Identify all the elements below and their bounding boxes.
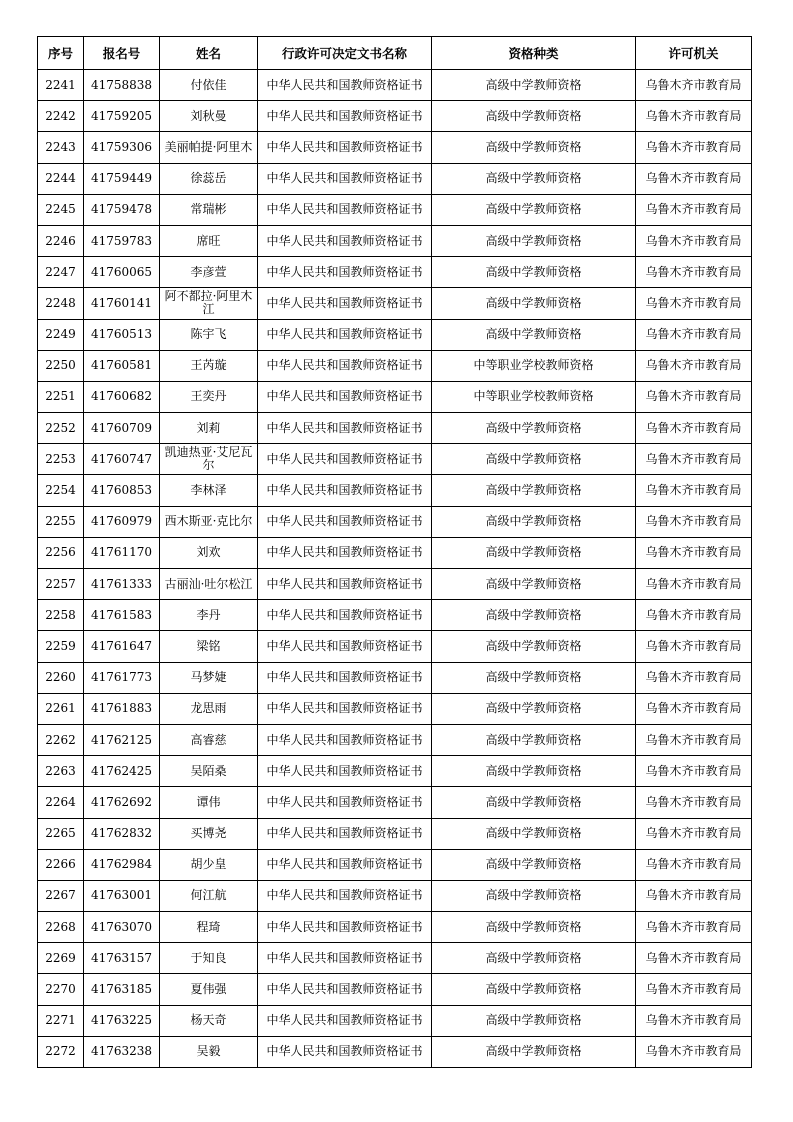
cell-seq: 2264	[38, 787, 84, 818]
header-document-name: 行政许可决定文书名称	[258, 37, 432, 70]
cell-qualification-type: 高级中学教师资格	[432, 537, 636, 568]
cell-reg-number: 41763185	[84, 974, 160, 1005]
cell-authority: 乌鲁木齐市教育局	[636, 381, 752, 412]
table-row	[38, 849, 752, 880]
table-row	[38, 225, 752, 256]
table-row	[38, 880, 752, 911]
table-row	[38, 288, 752, 319]
cell-seq: 2255	[38, 506, 84, 537]
cell-name: 马梦婕	[160, 662, 258, 693]
cell-reg-number: 41759306	[84, 132, 160, 163]
cell-name: 李彦萱	[160, 257, 258, 288]
cell-qualification-type: 中等职业学校教师资格	[432, 350, 636, 381]
cell-document-name: 中华人民共和国教师资格证书	[258, 662, 432, 693]
cell-reg-number: 41762984	[84, 849, 160, 880]
cell-authority: 乌鲁木齐市教育局	[636, 537, 752, 568]
cell-qualification-type: 高级中学教师资格	[432, 880, 636, 911]
cell-reg-number: 41761170	[84, 537, 160, 568]
cell-reg-number: 41762832	[84, 818, 160, 849]
cell-document-name: 中华人民共和国教师资格证书	[258, 413, 432, 444]
table-row	[38, 475, 752, 506]
header-seq: 序号	[38, 37, 84, 70]
cell-reg-number: 41763070	[84, 912, 160, 943]
cell-reg-number: 41760141	[84, 288, 160, 319]
table-row	[38, 257, 752, 288]
table-row	[38, 912, 752, 943]
cell-authority: 乌鲁木齐市教育局	[636, 756, 752, 787]
cell-qualification-type: 高级中学教师资格	[432, 70, 636, 101]
cell-seq: 2259	[38, 631, 84, 662]
cell-seq: 2254	[38, 475, 84, 506]
cell-authority: 乌鲁木齐市教育局	[636, 943, 752, 974]
cell-document-name: 中华人民共和国教师资格证书	[258, 600, 432, 631]
cell-name: 李林泽	[160, 475, 258, 506]
cell-seq: 2271	[38, 1005, 84, 1036]
cell-qualification-type: 高级中学教师资格	[432, 257, 636, 288]
cell-document-name: 中华人民共和国教师资格证书	[258, 163, 432, 194]
cell-seq: 2258	[38, 600, 84, 631]
cell-reg-number: 41760979	[84, 506, 160, 537]
cell-reg-number: 41763157	[84, 943, 160, 974]
cell-qualification-type: 高级中学教师资格	[432, 787, 636, 818]
cell-authority: 乌鲁木齐市教育局	[636, 724, 752, 755]
cell-authority: 乌鲁木齐市教育局	[636, 600, 752, 631]
cell-reg-number: 41759449	[84, 163, 160, 194]
table-row	[38, 444, 752, 475]
cell-name: 于知良	[160, 943, 258, 974]
cell-name: 买博尧	[160, 818, 258, 849]
cell-seq: 2252	[38, 413, 84, 444]
cell-name: 王芮璇	[160, 350, 258, 381]
cell-name: 刘欢	[160, 537, 258, 568]
cell-qualification-type: 高级中学教师资格	[432, 693, 636, 724]
table-row	[38, 537, 752, 568]
cell-authority: 乌鲁木齐市教育局	[636, 787, 752, 818]
cell-reg-number: 41759205	[84, 101, 160, 132]
header-authority: 许可机关	[636, 37, 752, 70]
cell-qualification-type: 高级中学教师资格	[432, 600, 636, 631]
cell-name: 刘莉	[160, 413, 258, 444]
table-row	[38, 818, 752, 849]
cell-qualification-type: 高级中学教师资格	[432, 475, 636, 506]
header-name: 姓名	[160, 37, 258, 70]
cell-document-name: 中华人民共和国教师资格证书	[258, 724, 432, 755]
cell-document-name: 中华人民共和国教师资格证书	[258, 631, 432, 662]
cell-authority: 乌鲁木齐市教育局	[636, 818, 752, 849]
cell-document-name: 中华人民共和国教师资格证书	[258, 943, 432, 974]
cell-qualification-type: 高级中学教师资格	[432, 288, 636, 319]
cell-name: 杨天奇	[160, 1005, 258, 1036]
cell-reg-number: 41761883	[84, 693, 160, 724]
cell-qualification-type: 高级中学教师资格	[432, 101, 636, 132]
table-row	[38, 1036, 752, 1067]
cell-authority: 乌鲁木齐市教育局	[636, 225, 752, 256]
cell-document-name: 中华人民共和国教师资格证书	[258, 537, 432, 568]
cell-name: 凯迪热亚·艾尼瓦尔	[160, 444, 258, 475]
cell-reg-number: 41759783	[84, 225, 160, 256]
cell-seq: 2249	[38, 319, 84, 350]
cell-document-name: 中华人民共和国教师资格证书	[258, 101, 432, 132]
cell-name: 程琦	[160, 912, 258, 943]
cell-name: 阿不都拉·阿里木江	[160, 288, 258, 319]
cell-qualification-type: 高级中学教师资格	[432, 413, 636, 444]
cell-document-name: 中华人民共和国教师资格证书	[258, 288, 432, 319]
cell-authority: 乌鲁木齐市教育局	[636, 849, 752, 880]
cell-seq: 2272	[38, 1036, 84, 1067]
cell-authority: 乌鲁木齐市教育局	[636, 693, 752, 724]
cell-document-name: 中华人民共和国教师资格证书	[258, 319, 432, 350]
cell-authority: 乌鲁木齐市教育局	[636, 413, 752, 444]
cell-document-name: 中华人民共和国教师资格证书	[258, 475, 432, 506]
cell-seq: 2245	[38, 194, 84, 225]
table-row	[38, 132, 752, 163]
cell-qualification-type: 高级中学教师资格	[432, 225, 636, 256]
cell-authority: 乌鲁木齐市教育局	[636, 880, 752, 911]
cell-seq: 2269	[38, 943, 84, 974]
table-row	[38, 381, 752, 412]
cell-qualification-type: 高级中学教师资格	[432, 912, 636, 943]
cell-seq: 2262	[38, 724, 84, 755]
cell-seq: 2270	[38, 974, 84, 1005]
cell-name: 席旺	[160, 225, 258, 256]
cell-name: 刘秋曼	[160, 101, 258, 132]
cell-authority: 乌鲁木齐市教育局	[636, 70, 752, 101]
cell-name: 陈宇飞	[160, 319, 258, 350]
cell-document-name: 中华人民共和国教师资格证书	[258, 818, 432, 849]
cell-qualification-type: 高级中学教师资格	[432, 974, 636, 1005]
table-row	[38, 724, 752, 755]
cell-document-name: 中华人民共和国教师资格证书	[258, 444, 432, 475]
cell-document-name: 中华人民共和国教师资格证书	[258, 693, 432, 724]
cell-seq: 2244	[38, 163, 84, 194]
cell-document-name: 中华人民共和国教师资格证书	[258, 849, 432, 880]
cell-document-name: 中华人民共和国教师资格证书	[258, 350, 432, 381]
cell-document-name: 中华人民共和国教师资格证书	[258, 880, 432, 911]
cell-authority: 乌鲁木齐市教育局	[636, 288, 752, 319]
cell-reg-number: 41760065	[84, 257, 160, 288]
cell-seq: 2261	[38, 693, 84, 724]
cell-document-name: 中华人民共和国教师资格证书	[258, 569, 432, 600]
cell-authority: 乌鲁木齐市教育局	[636, 1036, 752, 1067]
cell-reg-number: 41762692	[84, 787, 160, 818]
cell-seq: 2248	[38, 288, 84, 319]
cell-authority: 乌鲁木齐市教育局	[636, 132, 752, 163]
cell-reg-number: 41761647	[84, 631, 160, 662]
table-row	[38, 974, 752, 1005]
table-row	[38, 413, 752, 444]
cell-name: 谭伟	[160, 787, 258, 818]
cell-reg-number: 41761333	[84, 569, 160, 600]
table-row	[38, 662, 752, 693]
cell-authority: 乌鲁木齐市教育局	[636, 163, 752, 194]
cell-seq: 2243	[38, 132, 84, 163]
header-qualification-type: 资格种类	[432, 37, 636, 70]
table-row	[38, 943, 752, 974]
cell-name: 古丽汕·吐尔松江	[160, 569, 258, 600]
cell-authority: 乌鲁木齐市教育局	[636, 912, 752, 943]
table-row	[38, 101, 752, 132]
cell-seq: 2253	[38, 444, 84, 475]
cell-name: 何江航	[160, 880, 258, 911]
cell-document-name: 中华人民共和国教师资格证书	[258, 194, 432, 225]
cell-name: 龙思雨	[160, 693, 258, 724]
cell-document-name: 中华人民共和国教师资格证书	[258, 225, 432, 256]
cell-seq: 2257	[38, 569, 84, 600]
cell-authority: 乌鲁木齐市教育局	[636, 319, 752, 350]
cell-authority: 乌鲁木齐市教育局	[636, 506, 752, 537]
cell-qualification-type: 高级中学教师资格	[432, 662, 636, 693]
table-row	[38, 756, 752, 787]
cell-document-name: 中华人民共和国教师资格证书	[258, 70, 432, 101]
cell-reg-number: 41763001	[84, 880, 160, 911]
cell-qualification-type: 高级中学教师资格	[432, 506, 636, 537]
cell-reg-number: 41760513	[84, 319, 160, 350]
cell-qualification-type: 高级中学教师资格	[432, 1036, 636, 1067]
table-row	[38, 1005, 752, 1036]
cell-reg-number: 41761773	[84, 662, 160, 693]
cell-name: 胡少皇	[160, 849, 258, 880]
cell-name: 梁铭	[160, 631, 258, 662]
cell-name: 李丹	[160, 600, 258, 631]
teacher-qualification-table	[37, 36, 752, 1068]
cell-qualification-type: 高级中学教师资格	[432, 163, 636, 194]
cell-seq: 2260	[38, 662, 84, 693]
cell-name: 徐蕊岳	[160, 163, 258, 194]
cell-qualification-type: 高级中学教师资格	[432, 724, 636, 755]
cell-reg-number: 41761583	[84, 600, 160, 631]
cell-seq: 2268	[38, 912, 84, 943]
cell-seq: 2256	[38, 537, 84, 568]
cell-seq: 2241	[38, 70, 84, 101]
cell-reg-number: 41759478	[84, 194, 160, 225]
cell-reg-number: 41763238	[84, 1036, 160, 1067]
cell-authority: 乌鲁木齐市教育局	[636, 631, 752, 662]
cell-name: 付依佳	[160, 70, 258, 101]
cell-reg-number: 41760581	[84, 350, 160, 381]
table-row	[38, 693, 752, 724]
cell-authority: 乌鲁木齐市教育局	[636, 475, 752, 506]
cell-qualification-type: 高级中学教师资格	[432, 818, 636, 849]
cell-name: 吴陌桑	[160, 756, 258, 787]
cell-qualification-type: 高级中学教师资格	[432, 631, 636, 662]
cell-qualification-type: 高级中学教师资格	[432, 132, 636, 163]
cell-document-name: 中华人民共和国教师资格证书	[258, 974, 432, 1005]
cell-document-name: 中华人民共和国教师资格证书	[258, 506, 432, 537]
cell-qualification-type: 高级中学教师资格	[432, 756, 636, 787]
cell-name: 高睿慈	[160, 724, 258, 755]
cell-qualification-type: 高级中学教师资格	[432, 194, 636, 225]
cell-document-name: 中华人民共和国教师资格证书	[258, 132, 432, 163]
table-row	[38, 70, 752, 101]
cell-qualification-type: 高级中学教师资格	[432, 444, 636, 475]
cell-authority: 乌鲁木齐市教育局	[636, 569, 752, 600]
cell-seq: 2242	[38, 101, 84, 132]
cell-authority: 乌鲁木齐市教育局	[636, 350, 752, 381]
table-row	[38, 319, 752, 350]
cell-document-name: 中华人民共和国教师资格证书	[258, 756, 432, 787]
cell-seq: 2246	[38, 225, 84, 256]
cell-reg-number: 41763225	[84, 1005, 160, 1036]
cell-authority: 乌鲁木齐市教育局	[636, 1005, 752, 1036]
cell-qualification-type: 高级中学教师资格	[432, 319, 636, 350]
cell-seq: 2266	[38, 849, 84, 880]
table-row	[38, 600, 752, 631]
table-row	[38, 569, 752, 600]
table-row	[38, 631, 752, 662]
cell-seq: 2265	[38, 818, 84, 849]
cell-document-name: 中华人民共和国教师资格证书	[258, 1036, 432, 1067]
cell-document-name: 中华人民共和国教师资格证书	[258, 912, 432, 943]
cell-reg-number: 41760709	[84, 413, 160, 444]
cell-reg-number: 41760747	[84, 444, 160, 475]
table-header-row	[38, 37, 752, 70]
cell-name: 王奕丹	[160, 381, 258, 412]
cell-reg-number: 41760682	[84, 381, 160, 412]
cell-document-name: 中华人民共和国教师资格证书	[258, 381, 432, 412]
cell-qualification-type: 高级中学教师资格	[432, 1005, 636, 1036]
table-row	[38, 506, 752, 537]
cell-reg-number: 41760853	[84, 475, 160, 506]
header-reg-number: 报名号	[84, 37, 160, 70]
cell-authority: 乌鲁木齐市教育局	[636, 974, 752, 1005]
cell-qualification-type: 高级中学教师资格	[432, 569, 636, 600]
table-row	[38, 350, 752, 381]
cell-reg-number: 41758838	[84, 70, 160, 101]
table-body	[38, 70, 752, 1068]
table-row	[38, 194, 752, 225]
cell-seq: 2251	[38, 381, 84, 412]
cell-reg-number: 41762125	[84, 724, 160, 755]
cell-name: 吴毅	[160, 1036, 258, 1067]
cell-name: 美丽帕提·阿里木	[160, 132, 258, 163]
cell-document-name: 中华人民共和国教师资格证书	[258, 257, 432, 288]
cell-seq: 2247	[38, 257, 84, 288]
cell-authority: 乌鲁木齐市教育局	[636, 257, 752, 288]
table-row	[38, 163, 752, 194]
cell-seq: 2267	[38, 880, 84, 911]
cell-seq: 2263	[38, 756, 84, 787]
cell-document-name: 中华人民共和国教师资格证书	[258, 1005, 432, 1036]
cell-authority: 乌鲁木齐市教育局	[636, 662, 752, 693]
cell-document-name: 中华人民共和国教师资格证书	[258, 787, 432, 818]
cell-reg-number: 41762425	[84, 756, 160, 787]
cell-authority: 乌鲁木齐市教育局	[636, 194, 752, 225]
cell-seq: 2250	[38, 350, 84, 381]
cell-name: 常瑞彬	[160, 194, 258, 225]
cell-qualification-type: 中等职业学校教师资格	[432, 381, 636, 412]
cell-authority: 乌鲁木齐市教育局	[636, 444, 752, 475]
cell-authority: 乌鲁木齐市教育局	[636, 101, 752, 132]
cell-name: 西木斯亚·克比尔	[160, 506, 258, 537]
cell-name: 夏伟强	[160, 974, 258, 1005]
table-row	[38, 787, 752, 818]
cell-qualification-type: 高级中学教师资格	[432, 849, 636, 880]
cell-qualification-type: 高级中学教师资格	[432, 943, 636, 974]
